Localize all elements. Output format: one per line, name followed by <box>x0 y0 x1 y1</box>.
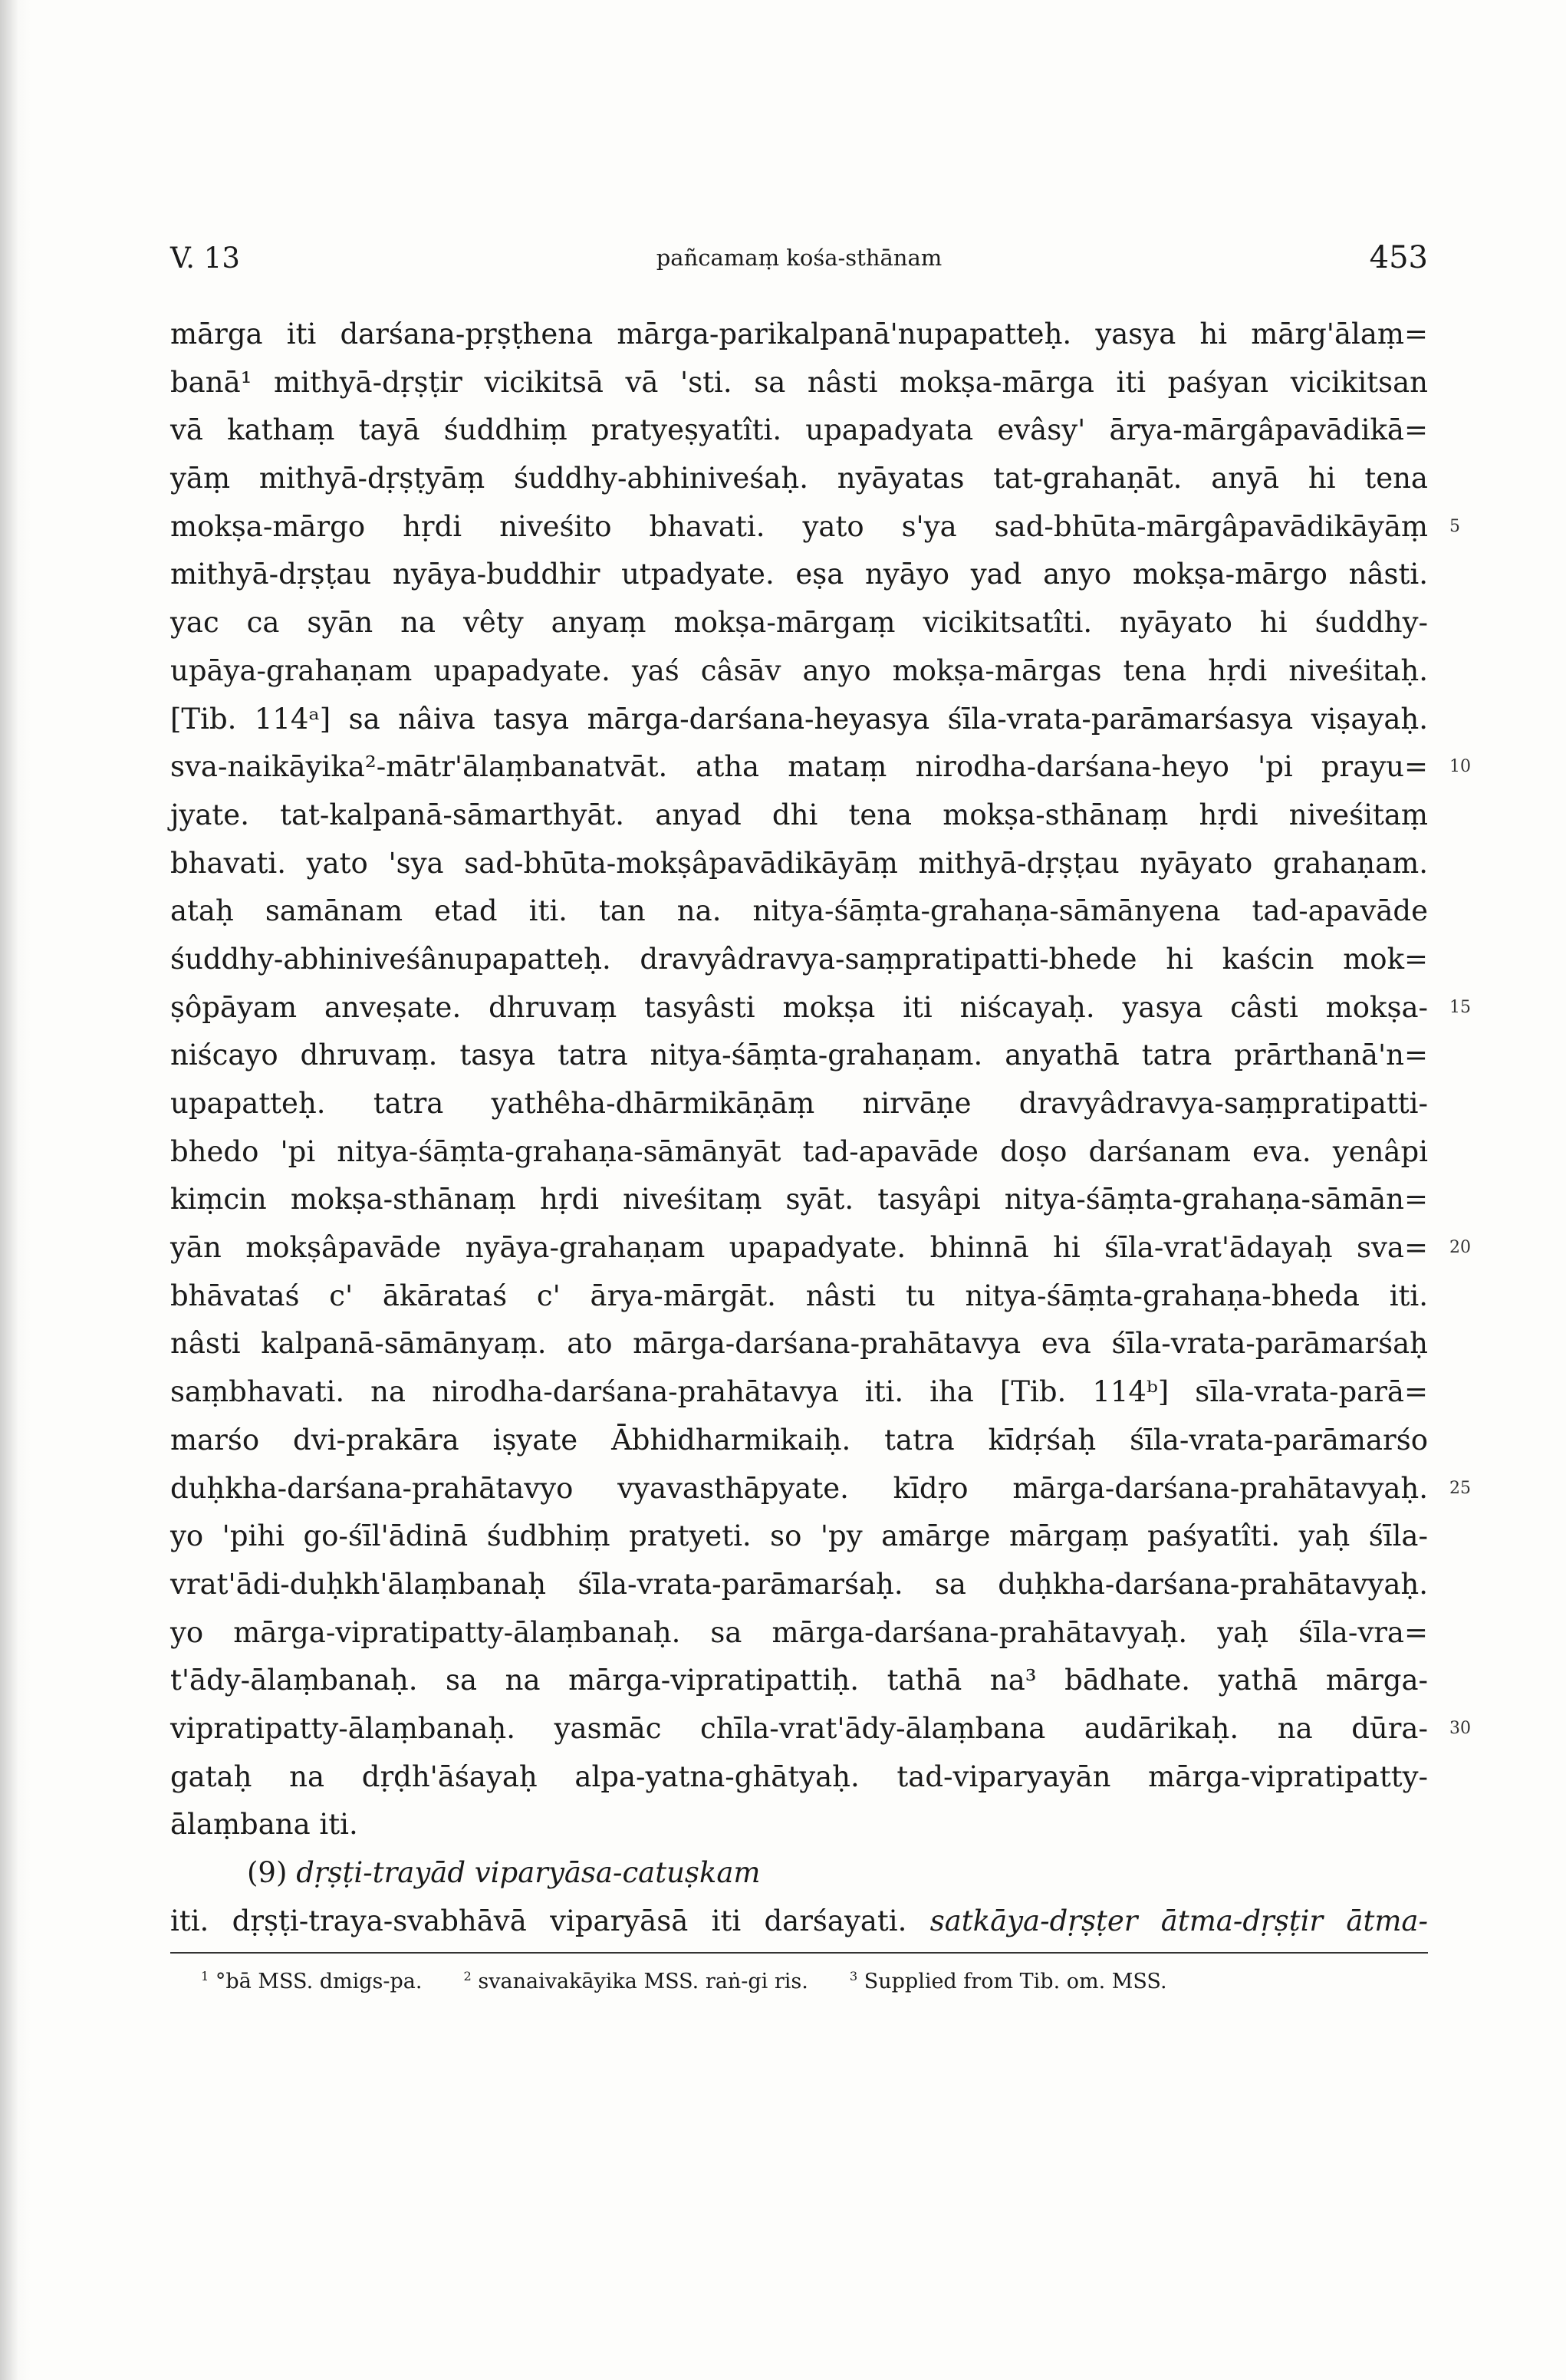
text-line-content: yān mokṣâpavāde nyāya-grahaṇam upapadyate. bhinnā hi śīla-vrat'ādayaḥ sva= <box>170 1231 1428 1265</box>
text-line-content: banā¹ mithyā-dṛṣṭir vicikitsā vā 'sti. sa nâsti mokṣa-mārga iti paśyan vicikitsan <box>170 365 1428 399</box>
footnote-rule <box>170 1952 1428 1954</box>
text-line <box>170 696 1428 744</box>
footnote-text: Supplied from Tib. om. MSS. <box>864 1970 1167 1993</box>
running-header <box>170 242 1428 288</box>
footnote-mark: 1 <box>201 1969 209 1983</box>
text-line-content: bhedo 'pi nitya-śāṃta-grahaṇa-sāmānyāt tad-apavāde doṣo darśanam eva. yenâpi <box>170 1134 1428 1168</box>
text-line <box>170 359 1428 407</box>
text-line <box>170 984 1471 1032</box>
text-line-content: mokṣa-mārgo hṛdi niveśito bhavati. yato s'ya sad-bhūta-mārgâpavādikāyāṃ <box>170 509 1428 543</box>
text-line <box>170 1272 1428 1321</box>
line-number: 20 <box>1449 1238 1471 1258</box>
section-heading <box>170 1849 1428 1898</box>
text-line-content: mithyā-dṛṣṭau nyāya-buddhir utpadyate. eṣa nyāyo yad anyo mokṣa-mārgo nâsti. <box>170 558 1428 591</box>
final-text-line <box>170 1898 1428 1946</box>
footnote-mark: 2 <box>463 1969 472 1983</box>
chapter-reference: V. 13 <box>170 242 240 275</box>
text-line-content: vipratipatty-ālaṃbanaḥ. yasmāc chīla-vrat'ādy-ālaṃbana audārikaḥ. na dūra- <box>170 1711 1428 1745</box>
text-line <box>170 311 1428 359</box>
text-line <box>170 1368 1428 1417</box>
footnote-mark: 3 <box>849 1969 858 1983</box>
text-line <box>170 647 1428 696</box>
line-number: 10 <box>1449 757 1471 777</box>
line-number: 15 <box>1449 997 1471 1017</box>
text-line-content: duḥkha-darśana-prahātavyo vyavasthāpyate. kīdṛo mārga-darśana-prahātavyaḥ. <box>170 1471 1428 1505</box>
text-line <box>170 1705 1471 1753</box>
page-number: 453 <box>1369 240 1428 275</box>
text-line <box>170 792 1428 840</box>
main-text-block <box>170 311 1471 1945</box>
footnote-text: svanaivakāyika MSS. raṅ-gi ris. <box>478 1970 808 1993</box>
text-line-content: ṣôpāyam anveṣate. dhruvaṃ tasyâsti mokṣa iti niścayaḥ. yasya câsti mokṣa- <box>170 990 1428 1024</box>
text-line <box>170 599 1428 647</box>
final-line-italic: satkāya-dṛṣṭer ātma-dṛṣṭir ātma- <box>929 1904 1428 1937</box>
text-line-content: yāṃ mithyā-dṛṣṭyāṃ śuddhy-abhiniveśaḥ. nyāyatas tat-grahaṇāt. anyā hi tena <box>170 462 1428 495</box>
text-line <box>170 455 1428 503</box>
text-line-content: jyate. tat-kalpanā-sāmarthyāt. anyad dhi tena mokṣa-sthānaṃ hṛdi niveśitaṃ <box>170 798 1428 831</box>
text-line <box>170 887 1428 936</box>
text-line-content: gataḥ na dṛḍh'āśayaḥ alpa-yatna-ghātyaḥ. tad-viparyayān mārga-vipratipatty- <box>170 1759 1428 1793</box>
text-line <box>170 503 1460 551</box>
footnote <box>201 1970 422 1993</box>
footnote <box>850 1970 1167 1993</box>
text-line-content: kiṃcin mokṣa-sthānaṃ hṛdi niveśitaṃ syāt. tasyâpi nitya-śāṃta-grahaṇa-sāmān= <box>170 1183 1428 1216</box>
text-line-content: ālaṃbana iti. <box>170 1808 358 1842</box>
text-line-content: marśo dvi-prakāra iṣyate Ābhidharmikaiḥ. tatra kīdṛśaḥ śīla-vrata-parāmarśo <box>170 1423 1428 1457</box>
line-number: 30 <box>1449 1718 1471 1738</box>
text-line <box>170 1753 1428 1802</box>
footnote-text: °bā MSS. dmigs-pa. <box>215 1970 423 1993</box>
text-line <box>170 1417 1428 1465</box>
footnote <box>463 1970 808 1993</box>
section-number: (9) <box>247 1856 288 1889</box>
text-line-content: śuddhy-abhiniveśânupapatteḥ. dravyâdravya-saṃpratipatti-bhede hi kaścin mok= <box>170 942 1428 976</box>
text-line <box>170 743 1471 792</box>
text-line <box>170 1128 1428 1177</box>
text-line-content: t'ādy-ālaṃbanaḥ. sa na mārga-vipratipattiḥ. tathā na³ bādhate. yathā mārga- <box>170 1664 1428 1697</box>
text-line <box>170 1032 1428 1080</box>
text-line <box>170 1801 1428 1849</box>
text-line-content: mārga iti darśana-pṛṣṭhena mārga-parikalpanā'nupapatteḥ. yasya hi mārg'ālaṃ= <box>170 318 1428 351</box>
line-number: 5 <box>1449 516 1460 536</box>
text-line <box>170 1465 1471 1513</box>
text-line-content: upāya-grahaṇam upapadyate. yaś câsāv anyo mokṣa-mārgas tena hṛdi niveśitaḥ. <box>170 653 1428 687</box>
text-line-content: yo 'pihi go-śīl'ādinā śudbhiṃ pratyeti. so 'py amārge mārgaṃ paśyatîti. yaḥ śīla- <box>170 1519 1428 1553</box>
text-line <box>170 551 1428 599</box>
text-line <box>170 1657 1428 1705</box>
footnotes <box>201 1970 1428 1993</box>
text-line <box>170 1080 1428 1128</box>
text-line-content: bhavati. yato 'sya sad-bhūta-mokṣâpavādikāyāṃ mithyā-dṛṣṭau nyāyato grahaṇam. <box>170 846 1428 880</box>
text-line <box>170 840 1428 888</box>
line-number: 25 <box>1449 1478 1471 1498</box>
text-line <box>170 1513 1428 1561</box>
text-line <box>170 936 1428 984</box>
text-line-content: sva-naikāyika²-mātr'ālaṃbanatvāt. atha mataṃ nirodha-darśana-heyo 'pi prayu= <box>170 750 1428 784</box>
text-line <box>170 407 1428 455</box>
text-line-content: yo mārga-vipratipatty-ālaṃbanaḥ. sa mārga-darśana-prahātavyaḥ. yaḥ śīla-vra= <box>170 1615 1428 1649</box>
text-line-content: bhāvataś c' ākārataś c' ārya-mārgāt. nâsti tu nitya-śāṃta-grahaṇa-bheda iti. <box>170 1279 1428 1312</box>
running-title: pañcamaṃ kośa-sthānam <box>656 245 943 271</box>
text-line-content: ataḥ samānam etad iti. tan na. nitya-śāṃta-grahaṇa-sāmānyena tad-apavāde <box>170 894 1428 928</box>
text-line-content: saṃbhavati. na nirodha-darśana-prahātavya iti. iha [Tib. 114ᵇ] sīla-vrata-parā= <box>170 1375 1428 1409</box>
text-line-content: vā kathaṃ tayā śuddhiṃ pratyeṣyatîti. upapadyata evâsy' ārya-mārgâpavādikā= <box>170 413 1428 447</box>
text-line <box>170 1609 1428 1657</box>
section-title: dṛṣṭi-trayād viparyāsa-catuṣkam <box>296 1856 761 1889</box>
text-line <box>170 1224 1471 1272</box>
final-line-plain: iti. dṛṣṭi-traya-svabhāvā viparyāsā iti darśayati. <box>170 1904 907 1937</box>
page-edge-shadow <box>0 0 31 2380</box>
text-line-content: yac ca syān na vêty anyaṃ mokṣa-mārgaṃ vicikitsatîti. nyāyato hi śuddhy- <box>170 606 1428 640</box>
text-line-content: nâsti kalpanā-sāmānyaṃ. ato mārga-darśana-prahātavya eva śīla-vrata-parāmarśaḥ <box>170 1327 1428 1361</box>
text-line-content: upapatteḥ. tatra yathêha-dhārmikāṇāṃ nirvāṇe dravyâdravya-saṃpratipatti- <box>170 1087 1428 1120</box>
text-line-content: [Tib. 114ᵃ] sa nâiva tasya mārga-darśana-heyasya śīla-vrata-parāmarśasya viṣayaḥ. <box>170 702 1428 736</box>
text-line-content: niścayo dhruvaṃ. tasya tatra nitya-śāṃta-grahaṇam. anyathā tatra prārthanā'n= <box>170 1039 1428 1072</box>
text-line-content: vrat'ādi-duḥkh'ālaṃbanaḥ śīla-vrata-parāmarśaḥ. sa duḥkha-darśana-prahātavyaḥ. <box>170 1567 1428 1601</box>
text-line <box>170 1320 1428 1368</box>
text-line <box>170 1176 1428 1224</box>
text-line <box>170 1561 1428 1609</box>
